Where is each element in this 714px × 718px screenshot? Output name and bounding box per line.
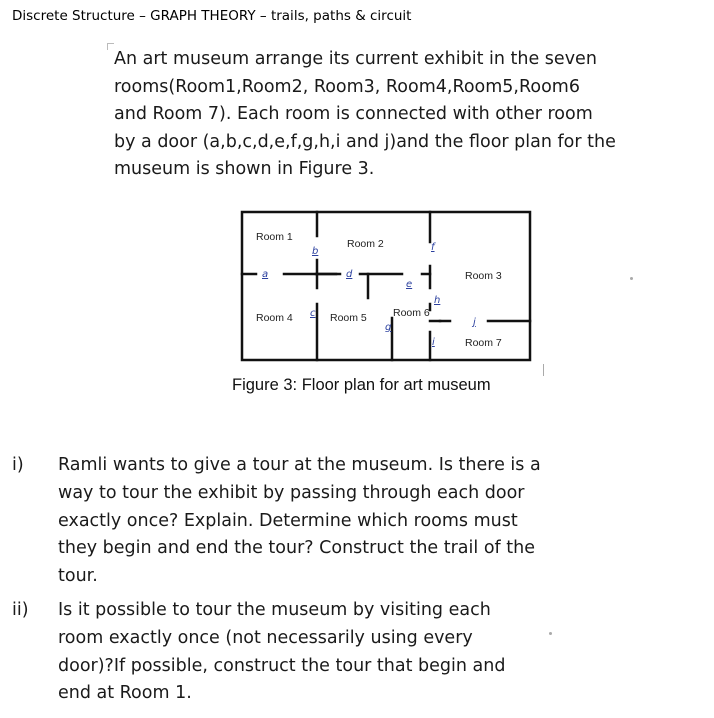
stray-dot <box>630 277 633 280</box>
question-line: they begin and end the tour? Construct the trail of the <box>58 538 535 559</box>
intro-line: rooms(Room1,Room2, Room3, Room4,Room5,Room6 <box>114 76 580 97</box>
question-number: ii) <box>12 600 29 620</box>
intro-line: and Room 7). Each room is connected with other room <box>114 104 593 124</box>
door-d-label: d <box>346 269 353 280</box>
door-h-label: h <box>434 295 441 306</box>
document-header: Discrete Structure – GRAPH THEORY – trails, paths & circuit <box>12 8 412 24</box>
intro-paragraph <box>114 46 674 184</box>
question-text <box>58 597 505 708</box>
room-7-label: Room 7 <box>465 337 502 349</box>
question-line: exactly once? Explain. Determine which rooms must <box>58 510 518 531</box>
stray-dot <box>549 632 552 635</box>
question-line: Ramli wants to give a tour at the museum. Is there is a <box>58 455 541 475</box>
room-4-label: Room 4 <box>256 312 293 324</box>
door-g-label: g <box>385 322 392 333</box>
door-e-label: e <box>406 279 413 290</box>
text-cursor-mark <box>543 364 544 376</box>
question-line: Is it possible to tour the museum by visiting each <box>58 600 491 620</box>
room-2-label: Room 2 <box>347 238 384 250</box>
intro-line: An art museum arrange its current exhibit in the seven <box>114 49 597 69</box>
figure-caption: Figure 3: Floor plan for art museum <box>232 376 491 394</box>
question-line: door)?If possible, construct the tour that begin and <box>58 655 506 676</box>
question-line: end at Room 1. <box>58 683 192 704</box>
room-3-label: Room 3 <box>465 270 502 282</box>
question-line: room exactly once (not necessarily using every <box>58 627 473 648</box>
door-f-label: f <box>431 242 435 253</box>
room-6-label: Room 6 <box>393 307 430 319</box>
intro-line: by a door (a,b,c,d,e,f,g,h,i and j)and the floor plan for the <box>114 131 616 152</box>
floor-plan-diagram <box>236 208 536 364</box>
text-boundary-mark <box>107 43 114 50</box>
door-j-label: j <box>473 317 476 328</box>
door-a-label: a <box>262 269 269 280</box>
door-i-label: i <box>432 337 435 348</box>
question-line: way to tour the exhibit by passing through each door <box>58 482 525 503</box>
room-5-label: Room 5 <box>330 312 367 324</box>
room-1-label: Room 1 <box>256 231 293 243</box>
door-c-label: c <box>310 308 316 319</box>
question-line: tour. <box>58 566 98 587</box>
question-text <box>58 452 541 591</box>
question-number: i) <box>12 455 24 475</box>
door-b-label: b <box>312 246 319 257</box>
intro-line: museum is shown in Figure 3. <box>114 159 375 179</box>
